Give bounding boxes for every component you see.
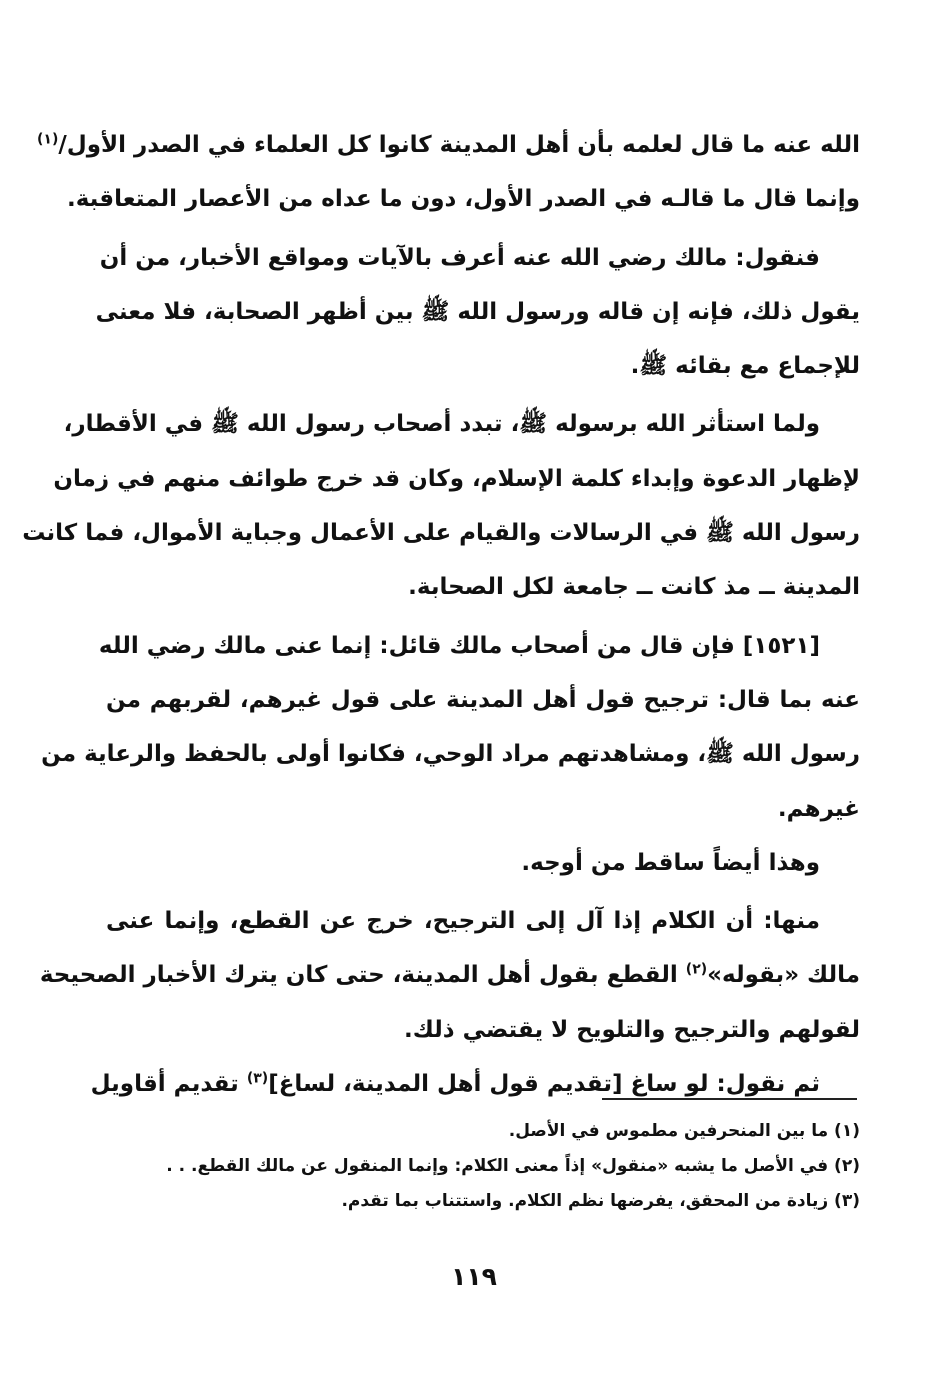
text-line: ولما استأثر الله برسوله ﷺ، تبدد أصحاب رسول الله ﷺ في الأقطار، bbox=[63, 411, 820, 438]
text-line: منها: أن الكلام إذا آل إلى الترجيح، خرج عن القطع، وإنما عنى bbox=[106, 908, 820, 935]
text-line: لقولهم والترجيح والتلويح لا يقتضي ذلك. bbox=[403, 1016, 860, 1043]
text-line-content: القطع بقول أهل المدينة، حتى كان يترك الأخبار الصحيحة bbox=[39, 962, 678, 989]
text-line: فنقول: مالك رضي الله عنه أعرف بالآيات ومواقع الأخبار، من أن bbox=[99, 244, 820, 271]
text-line: وهذا أيضاً ساقط من أوجه. bbox=[521, 849, 820, 876]
text-line: المدينة ــ مذ كانت ــ جامعة لكل الصحابة. bbox=[408, 574, 860, 601]
text-line: رسول الله ﷺ، ومشاهدتهم مراد الوحي، فكانوا أولى بالحفظ والرعاية من bbox=[41, 741, 860, 768]
text-line-content: ثم نقول: لو ساغ [تقديم قول أهل المدينة، لساغ] bbox=[268, 1071, 820, 1098]
text-line: يقول ذلك، فإنه إن قاله ورسول الله ﷺ بين أظهر الصحابة، فلا معنى bbox=[95, 298, 860, 325]
footnotes bbox=[120, 1114, 860, 1219]
footnote-ref[interactable]: (٢) bbox=[685, 961, 708, 978]
text-line bbox=[37, 118, 860, 172]
footnote-1: (١) ما بين المنحرفين مطموس في الأصل. bbox=[508, 1121, 860, 1141]
text-line-content: تقديم أقاويل bbox=[90, 1071, 239, 1098]
footnote-2: (٢) في الأصل ما يشبه «منقول» إذاً معنى الكلام: وإنما المنقول عن مالك القطع. . . bbox=[166, 1156, 860, 1176]
footnote-divider bbox=[602, 1098, 857, 1100]
text-line: غيرهم. bbox=[777, 795, 860, 822]
text-line-content: الله عنه ما قال لعلمه بأن أهل المدينة كانوا كل العلماء في الصدر الأول/ bbox=[58, 132, 860, 158]
text-line-content: مالك «بقوله» bbox=[707, 962, 860, 989]
text-line bbox=[39, 948, 860, 1002]
text-line: [١٥٢١] فإن قال من أصحاب مالك قائل: إنما عنى مالك رضي الله bbox=[98, 632, 820, 659]
text-line bbox=[90, 1057, 860, 1111]
text-line: رسول الله ﷺ في الرسالات والقيام على الأعمال وجباية الأموال، فما كانت bbox=[22, 520, 860, 547]
text-line: وإنما قال ما قالـه في الصدر الأول، دون ما عداه من الأعصار المتعاقبة. bbox=[66, 186, 860, 213]
page-number: ١١٩ bbox=[451, 1262, 497, 1291]
main-text bbox=[22, 118, 860, 1111]
text-line: للإجماع مع بقائه ﷺ. bbox=[630, 353, 860, 380]
text-line: عنه بما قال: ترجيح قول أهل المدينة على قول غيرهم، لقربهم من bbox=[106, 686, 860, 713]
footnote-ref[interactable]: (٣) bbox=[246, 1070, 269, 1087]
footnote-ref[interactable]: (١) bbox=[37, 131, 59, 148]
text-line: لإظهار الدعوة وإبداء كلمة الإسلام، وكان قد خرج طوائف منهم في زمان bbox=[53, 465, 860, 492]
footnote-3: (٣) زيادة من المحقق، يفرضها نظم الكلام. واستتناب بما تقدم. bbox=[341, 1191, 860, 1211]
